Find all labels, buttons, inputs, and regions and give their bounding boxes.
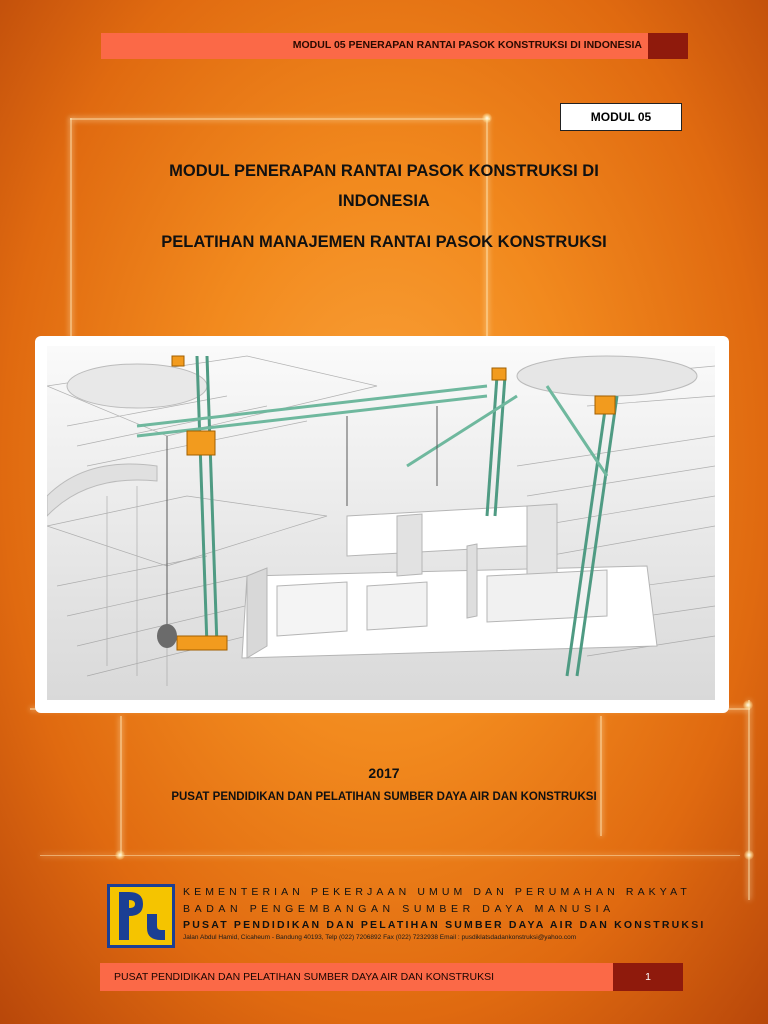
pu-logo-icon [107, 884, 175, 948]
header-banner-accent [648, 33, 688, 59]
footer-banner [100, 963, 683, 991]
footer-banner-text: PUSAT PENDIDIKAN DAN PELATIHAN SUMBER DAYA AIR DAN KONSTRUKSI [114, 971, 495, 983]
page-subtitle: PELATIHAN MANAJEMEN RANTAI PASOK KONSTRUKSI [161, 233, 607, 251]
glow-line [486, 118, 488, 338]
glow-line [120, 716, 122, 856]
ministry-line-3: PUSAT PENDIDIKAN DAN PELATIHAN SUMBER DAYA AIR DAN KONSTRUKSI [183, 919, 706, 931]
glow-line [40, 855, 740, 856]
hero-image [47, 346, 715, 700]
header-banner-text: MODUL 05 PENERAPAN RANTAI PASOK KONSTRUKSI DI INDONESIA [292, 39, 642, 51]
glow-line [70, 118, 490, 120]
glow-line [70, 118, 72, 338]
header-banner [101, 33, 688, 59]
construction-illustration [47, 346, 715, 700]
ministry-address: Jalan Abdul Hamid, Cicaheum - Bandung 40193, Telp (022) 7206892 Fax (022) 7232938 Email : pusdiklatsdadankonstruksi@yahoo.com [183, 934, 577, 941]
ministry-block [107, 884, 706, 950]
page-number: 1 [645, 971, 651, 983]
ministry-line-1: KEMENTERIAN PEKERJAAN UMUM DAN PERUMAHAN RAKYAT [183, 886, 691, 898]
glow-dot [744, 850, 754, 860]
title-line-1: MODUL PENERAPAN RANTAI PASOK KONSTRUKSI DI [169, 162, 599, 180]
glow-dot [743, 700, 753, 710]
hero-image-frame [35, 336, 729, 713]
glow-dot [115, 850, 125, 860]
publication-year: 2017 [368, 765, 400, 781]
module-label: MODUL 05 [560, 103, 682, 131]
ministry-line-2: BADAN PENGEMBANGAN SUMBER DAYA MANUSIA [183, 903, 615, 915]
glow-dot [482, 113, 492, 123]
publisher-name: PUSAT PENDIDIKAN DAN PELATIHAN SUMBER DAYA AIR DAN KONSTRUKSI [171, 791, 597, 803]
page-title [120, 156, 648, 216]
title-line-2: INDONESIA [338, 192, 430, 210]
